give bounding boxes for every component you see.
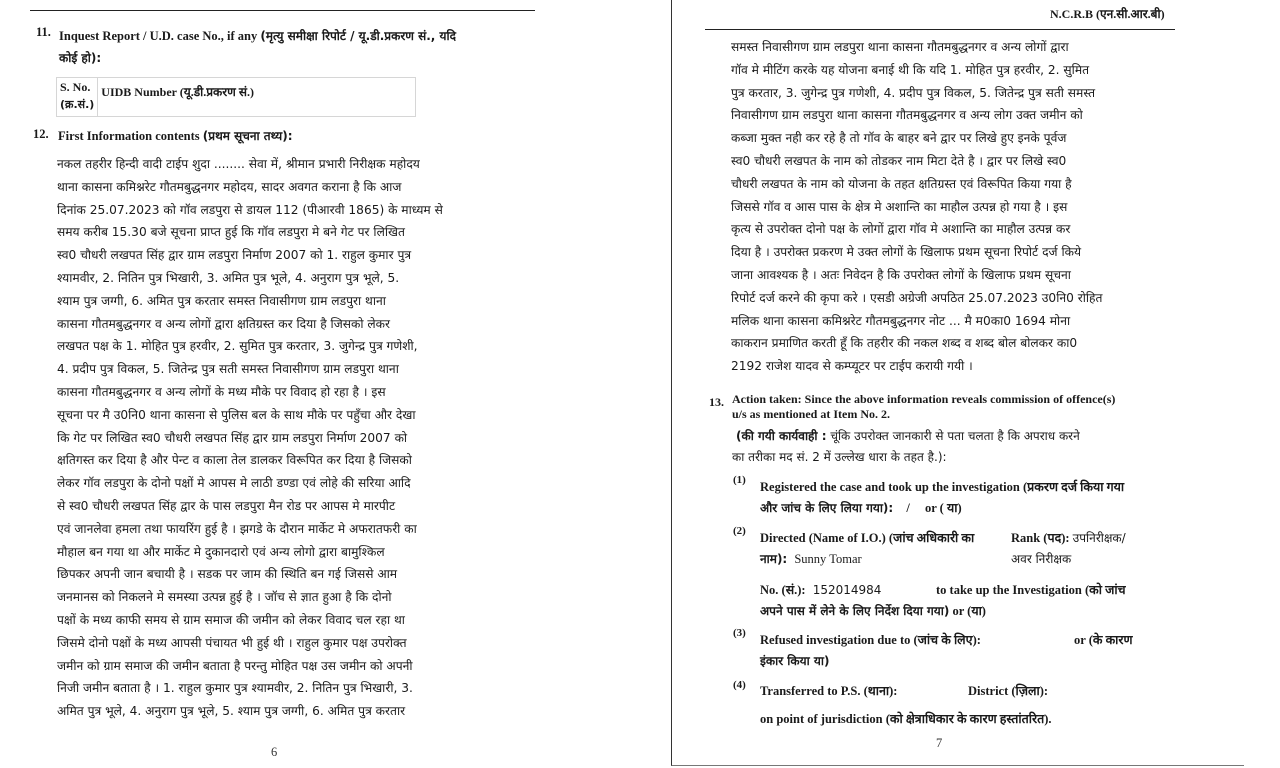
ncrb-header [1050,5,1165,22]
section-11-heading [59,25,539,69]
body-line: लखपत पक्ष के 1. मोहित पुत्र हरवीर, 2. सुमित पुत्र करतार, 3. जुगेन्द्र पुत्र गणेशी, [57,339,418,354]
item-3-or [1074,630,1133,651]
page-gutter [1245,0,1280,768]
section-13-heading-hi-bold: (की गयी कार्यवाही : [736,429,827,443]
item-1-number: (1) [733,474,746,486]
body-line: 4. प्रदीप पुत्र विकल, 5. जितेन्द्र पुत्र सती समस्त निवासीगण ग्राम लडपुरा थाना [57,362,399,377]
body-line: चौधरी लखपत के नाम को योजना के तहत क्षतिग्रस्त एवं विरूपित किया गया है [731,176,1072,191]
rank-value: उपनिरीक्षक/ [1072,531,1126,545]
section-12-heading-en: First Information contents [58,129,200,143]
body-line: रिपोर्ट दर्ज करने की कृपा करे । एसडी अग्रेजी अपठित 25.07.2023 उ0नि0 रोहित [731,290,1103,305]
take-up-line2: अपने पास में लेने के लिए निर्देश दिया गया) [760,604,950,618]
body-line: जनमानस को निकलने मे समस्या उत्पन्न हुई है । जॉच से ज्ञात हुआ है कि दोनो [57,590,392,605]
item-3-number: (3) [733,627,746,639]
body-line: गॉव मे मीटिंग करके यह योजना बनाई थी कि यदि 1. मोहित पुत्र हरवीर, 2. सुमित [731,62,1090,77]
item-2-or: or (या) [952,604,986,618]
rank-value-2: अवर निरीक्षक [1011,552,1072,566]
item-4-district [968,681,1048,702]
io-no-label: No. (सं.): [760,583,806,597]
header-rule-right [705,29,1175,30]
body-line: कासना गौतमबुद्धनगर व अन्य लोगों द्वारा क्षतिग्रस्त कर दिया है जिसको लेकर [57,316,390,331]
body-line: निजी जमीन बताता है । 1. राहुल कुमार पुत्र श्यामवीर, 2. नितिन पुत्र भिखारी, 3. [57,681,413,696]
section-13-number: 13. [709,395,724,409]
item-4-jurisdiction [760,709,1052,730]
item-2-number: (2) [733,525,746,537]
body-line: जाना आवश्यक है । अतः निवेदन है कि उपरोक्त लोगों के खिलाफ प्रथम सूचना [731,267,1071,282]
body-line: कासना गौतमबुद्धनगर व अन्य लोगों के मध्य मौके पर विवाद हो रहा है । इस [57,384,386,399]
item-2-directed-label: Directed (Name of I.O.) (जांच अधिकारी का [760,531,975,545]
item-1-or: or ( या) [924,501,962,515]
body-line: छिपकर अपनी जान बचायी है । सडक पर जाम की स्थिति बन गई जिससे आम [57,567,398,582]
body-line: पक्षों के मध्य काफी समय से ग्राम समाज की जमीन को लेकर विवाद चल रहा था [57,612,405,627]
section-13-heading-en [732,392,1115,422]
item-4-transferred [760,681,897,702]
body-line: स्व0 चौधरी लखपत सिंह द्वार ग्राम लडपुरा निर्माण 2007 को 1. राहुल कुमार पुत्र [57,248,412,263]
body-line: पुत्र करतार, 3. जुगेन्द्र पुत्र गणेशी, 4. प्रदीप पुत्र विकल, 5. जितेन्द्र पुत्र सती समस्त [731,85,1096,100]
jurisdiction-text: on point of jurisdiction (को क्षेत्राधिकार के कारण हस्तांतरित). [760,712,1052,726]
header-rule [30,10,535,11]
item-4-number: (4) [733,679,746,691]
body-line: काकरान प्रमाणित करती हूँ कि तहरीर की नकल शब्द व शब्द बोल बोलकर का0 [731,336,1078,351]
item-2-take-up-2 [760,601,986,622]
body-line: स्व0 चौधरी लखपत के नाम को तोडकर नाम मिटा देते है । द्वार पर लिखे स्व0 [731,153,1067,168]
sno-header-hi: (क्र.सं.) [60,98,95,111]
body-line: नकल तहरीर हिन्दी वादी टाईप शुदा ........ सेवा में, श्रीमान प्रभारी निरीक्षक महोदय [57,157,420,171]
ps-label: Transferred to P.S. (थाना): [760,684,898,698]
body-line: एवं जानलेवा हमला तथा फायरिंग हुई है । झगडे के दौरान मार्केट मे अफरातफरी का [57,521,417,536]
section-13-heading-en-2: u/s as mentioned at Item No. 2. [732,407,890,421]
body-line: दिनांक 25.07.2023 को गॉव लडपुरा से डायल 112 (पीआरवी 1865) के माध्यम से [57,202,443,217]
section-13-heading-hi-2: का तरीका मद सं. 2 में उल्लेख धारा के तहत है.): [732,450,947,464]
item-2-directed-label-2: नाम): [760,552,788,566]
section-11-heading-hi: (मृत्यु समीक्षा रिपोर्ट / यू.डी.प्रकरण सं., यदि [260,29,456,43]
section-12-number: 12. [33,127,49,141]
body-line: कृत्य से उपरोक्त दोनो पक्ष के लोगों द्वारा गॉव मे अशान्ति का माहौल उत्पन्न कर [731,222,1071,237]
body-line: समस्त निवासीगण ग्राम लडपुरा थाना कासना गौतमबुद्धनगर व अन्य लोगों द्वारा [731,40,1069,54]
section-11-heading-en: Inquest Report / U.D. case No., if any [59,29,258,43]
first-information-body [57,153,443,723]
uidb-header [98,78,416,117]
body-line: दिया है । उपरोक्त प्रकरण मे उक्त लोगों के खिलाफ प्रथम सूचना रिपोर्ट दर्ज किये [731,245,1082,260]
sno-header-en: S. No. [60,80,91,94]
body-line: श्याम पुत्र जग्गी, 6. अमित पुत्र करतार समस्त निवासीगण ग्राम लडपुरा थाना [57,293,386,308]
body-line: मलिक थाना कासना कमिश्नरेट गौतमबुद्धनगर नोट ... मै म0का0 1694 मोना [731,313,1071,328]
body-line: 2192 राजेश यादव से कम्प्यूटर पर टाईप करायी गयी । [731,359,973,374]
section-13-heading-hi [732,426,1080,468]
section-11-number: 11. [36,25,51,39]
body-line: जिससे गॉव व आस पास के क्षेत्र मे अशान्ति का माहौल उत्पन्न हो गया है । इस [731,199,1068,214]
body-line: मौहाल बन गया था और मार्केट मे दुकानदारो एवं अन्य लोगो द्वारा बामुश्किल [57,544,385,559]
item-2-number-row [760,580,881,601]
section-12-heading [58,125,293,147]
item-3-line2: इंकार किया या) [760,654,830,668]
body-line: लेकर गॉव लडपुरा के दोनो पक्षों मे आपस मे लाठी डण्डा एवं लोहे की सरिया आदि [57,476,411,491]
item-1-line2: और जांच के लिए लिया गया): [760,501,894,515]
item-1-line1: Registered the case and took up the investigation (प्रकरण दर्ज किया गया [760,480,1125,494]
page-number-7: 7 [936,736,943,750]
sno-header [57,78,98,117]
page-number-6: 6 [271,745,278,759]
rank-label: Rank (पद): [1011,531,1070,545]
item-1-registered [760,477,1124,519]
body-line: अमित पुत्र भूले, 4. अनुराग पुत्र भूले, 5. श्याम पुत्र जग्गी, 6. अमित पुत्र करतार [57,704,406,719]
uidb-header-text: UIDB Number (यू.डी.प्रकरण सं.) [101,85,254,99]
io-name-value: Sunny Tomar [794,552,862,566]
section-11-heading-hi-2: कोई हो): [59,51,102,65]
item-2-take-up [936,580,1126,601]
io-no-value: 152014984 [812,583,882,597]
ncrb-header-text: N.C.R.B (एन.सी.आर.बी) [1050,7,1165,21]
body-line: समय करीब 15.30 बजे सूचना प्राप्त हुई कि गॉव लडपुरा मे बने गेट पर लिखित [57,225,405,240]
body-line: जिसमे दोनो पक्षों के मध्य आपसी पंचायत भी हुई थी । राहुल कुमार पक्ष उपरोक्त [57,635,407,650]
body-line: कब्जा मुक्त नही कर रहे है तो गॉव के बाहर बने द्वार पर लिखे हुए इनके पूर्वज [731,131,1067,146]
body-line: सूचना पर मै उ0नि0 थाना कासना से पुलिस बल के साथ मौके पर पहुँचा और देखा [57,407,416,422]
item-1-value: / [906,501,910,515]
item-2-rank [1011,528,1126,570]
take-up-line1: to take up the Investigation (को जांच [936,583,1126,597]
section-12-heading-hi: (प्रथम सूचना तथ्य): [202,129,293,143]
district-label: District (ज़िला): [968,684,1049,698]
body-line: क्षतिगस्त कर दिया है और पेन्ट व काला तेल डालकर विरूपित कर दिया है जिसको [57,453,412,468]
body-line: से स्व0 चौधरी लखपत सिंह द्वार के पास लडपुरा मैन रोड पर आपस मे मारपीट [57,498,396,513]
item-3-line1: Refused investigation due to (जांच के लिए): [760,633,981,647]
body-line: जमीन को ग्राम समाज की जमीन बताता है परन्तु मोहित पक्ष उस जमीन को अपनी [57,658,413,673]
uidb-table [56,77,416,117]
section-13-heading-en-1: Action taken: Since the above information reveals commission of offence(s) [732,392,1116,406]
body-line: श्यामवीर, 2. नितिन पुत्र भिखारी, 3. अमित पुत्र भूले, 4. अनुराग पुत्र भूले, 5. [57,270,400,285]
body-line: कि गेट पर लिखित स्व0 चौधरी लखपत सिंह द्वार ग्राम लडपुरा निर्माण 2007 को [57,430,408,445]
item-2-directed [760,528,974,570]
item-3-refused [760,630,981,672]
body-line: निवासीगण ग्राम लडपुरा थाना कासना गौतमबुद्धनगर व अन्य लोग उक्त जमीन को [731,108,1083,123]
first-information-continuation [731,36,1102,378]
item-3-or-text: or (के कारण [1074,633,1133,647]
section-13-heading-hi-rest: चूंकि उपरोक्त जानकारी से पता चलता है कि अपराध करने [826,429,1080,443]
body-line: थाना कासना कमिश्नरेट गौतमबुद्धनगर महोदय, सादर अवगत कराना है कि आज [57,179,402,194]
